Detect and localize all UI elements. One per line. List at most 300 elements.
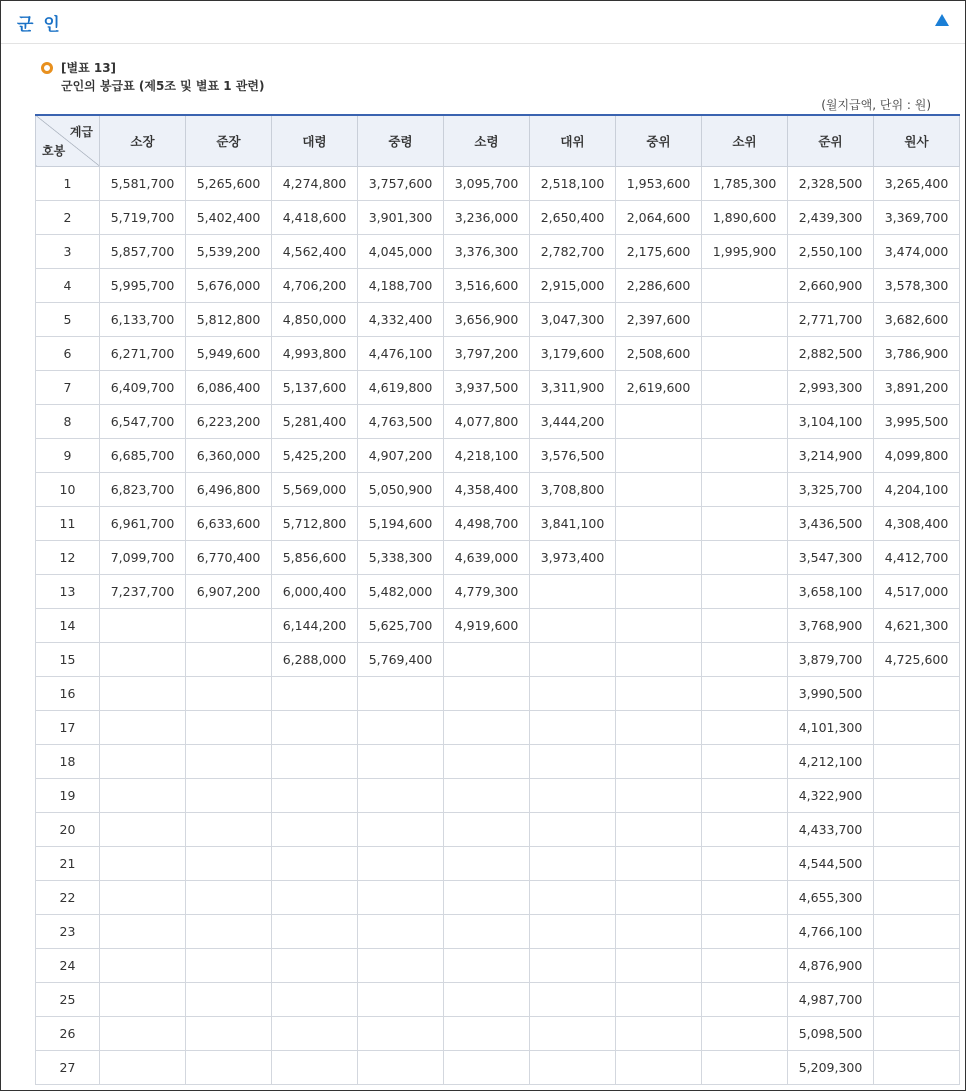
salary-cell: 4,517,000 xyxy=(874,575,960,609)
step-cell: 1 xyxy=(36,167,100,201)
salary-cell xyxy=(186,745,272,779)
step-header: 호봉 xyxy=(42,144,66,158)
salary-cell: 3,879,700 xyxy=(788,643,874,677)
step-cell: 24 xyxy=(36,949,100,983)
salary-cell: 2,397,600 xyxy=(616,303,702,337)
step-cell: 14 xyxy=(36,609,100,643)
salary-cell: 4,706,200 xyxy=(272,269,358,303)
salary-cell xyxy=(272,1051,358,1085)
salary-cell: 2,660,900 xyxy=(788,269,874,303)
salary-cell xyxy=(100,779,186,813)
salary-cell xyxy=(874,711,960,745)
salary-cell: 2,286,600 xyxy=(616,269,702,303)
salary-cell: 4,655,300 xyxy=(788,881,874,915)
rank-header: 계급 xyxy=(69,125,93,139)
salary-cell: 2,771,700 xyxy=(788,303,874,337)
salary-cell xyxy=(100,677,186,711)
salary-cell xyxy=(702,609,788,643)
table-row xyxy=(36,1051,960,1085)
salary-cell xyxy=(100,745,186,779)
column-header: 소령 xyxy=(444,115,530,167)
salary-cell xyxy=(616,711,702,745)
table-corner-cell xyxy=(36,115,100,167)
salary-cell xyxy=(530,745,616,779)
salary-cell: 6,823,700 xyxy=(100,473,186,507)
salary-cell: 3,768,900 xyxy=(788,609,874,643)
salary-cell: 3,797,200 xyxy=(444,337,530,371)
salary-cell xyxy=(444,711,530,745)
salary-cell: 3,995,500 xyxy=(874,405,960,439)
salary-cell xyxy=(358,745,444,779)
salary-cell xyxy=(874,949,960,983)
salary-cell xyxy=(272,813,358,847)
salary-cell xyxy=(702,473,788,507)
salary-cell: 6,547,700 xyxy=(100,405,186,439)
salary-cell: 4,418,600 xyxy=(272,201,358,235)
salary-cell: 1,890,600 xyxy=(702,201,788,235)
salary-cell xyxy=(616,439,702,473)
salary-cell xyxy=(874,881,960,915)
salary-cell: 5,949,600 xyxy=(186,337,272,371)
salary-cell: 5,425,200 xyxy=(272,439,358,473)
salary-cell xyxy=(616,847,702,881)
salary-cell: 4,639,000 xyxy=(444,541,530,575)
salary-cell xyxy=(874,1017,960,1051)
salary-cell: 5,581,700 xyxy=(100,167,186,201)
salary-cell xyxy=(530,779,616,813)
salary-cell xyxy=(444,847,530,881)
salary-cell xyxy=(616,949,702,983)
salary-cell: 2,550,100 xyxy=(788,235,874,269)
salary-cell xyxy=(444,1017,530,1051)
salary-cell: 3,047,300 xyxy=(530,303,616,337)
salary-cell: 3,841,100 xyxy=(530,507,616,541)
salary-cell xyxy=(530,1017,616,1051)
table-row xyxy=(36,609,960,643)
table-row xyxy=(36,201,960,235)
salary-cell: 5,137,600 xyxy=(272,371,358,405)
table-row xyxy=(36,541,960,575)
salary-cell: 4,907,200 xyxy=(358,439,444,473)
salary-cell: 5,676,000 xyxy=(186,269,272,303)
salary-cell: 3,658,100 xyxy=(788,575,874,609)
column-header: 준장 xyxy=(186,115,272,167)
salary-cell xyxy=(530,643,616,677)
salary-cell: 3,104,100 xyxy=(788,405,874,439)
table-row xyxy=(36,1017,960,1051)
salary-cell xyxy=(530,983,616,1017)
salary-table xyxy=(35,114,960,1085)
salary-cell: 4,101,300 xyxy=(788,711,874,745)
salary-cell: 7,099,700 xyxy=(100,541,186,575)
salary-cell xyxy=(100,643,186,677)
salary-cell xyxy=(444,677,530,711)
salary-cell: 4,476,100 xyxy=(358,337,444,371)
salary-cell xyxy=(616,1017,702,1051)
salary-cell xyxy=(186,643,272,677)
salary-cell: 3,578,300 xyxy=(874,269,960,303)
salary-cell xyxy=(444,949,530,983)
step-cell: 20 xyxy=(36,813,100,847)
salary-cell: 3,547,300 xyxy=(788,541,874,575)
salary-cell xyxy=(702,269,788,303)
salary-cell: 4,212,100 xyxy=(788,745,874,779)
salary-cell xyxy=(186,915,272,949)
salary-cell: 2,993,300 xyxy=(788,371,874,405)
salary-cell xyxy=(358,915,444,949)
salary-cell: 4,188,700 xyxy=(358,269,444,303)
step-cell: 23 xyxy=(36,915,100,949)
page-title: 군 인 xyxy=(17,15,62,35)
salary-cell: 5,812,800 xyxy=(186,303,272,337)
salary-cell xyxy=(702,371,788,405)
salary-cell xyxy=(358,711,444,745)
salary-cell xyxy=(100,949,186,983)
table-row xyxy=(36,745,960,779)
salary-cell xyxy=(874,983,960,1017)
salary-cell: 5,338,300 xyxy=(358,541,444,575)
salary-cell: 7,237,700 xyxy=(100,575,186,609)
salary-cell xyxy=(874,779,960,813)
table-row xyxy=(36,677,960,711)
circle-bullet-icon xyxy=(41,62,53,74)
table-row xyxy=(36,337,960,371)
salary-cell xyxy=(530,575,616,609)
column-header: 대위 xyxy=(530,115,616,167)
salary-cell xyxy=(702,541,788,575)
salary-cell xyxy=(530,609,616,643)
salary-cell: 6,086,400 xyxy=(186,371,272,405)
salary-cell xyxy=(186,881,272,915)
table-row xyxy=(36,643,960,677)
salary-cell: 3,990,500 xyxy=(788,677,874,711)
table-row xyxy=(36,167,960,201)
salary-cell: 4,358,400 xyxy=(444,473,530,507)
salary-cell xyxy=(100,711,186,745)
salary-cell: 3,376,300 xyxy=(444,235,530,269)
salary-cell xyxy=(444,745,530,779)
salary-cell: 4,766,100 xyxy=(788,915,874,949)
table-row xyxy=(36,473,960,507)
salary-cell: 4,099,800 xyxy=(874,439,960,473)
salary-cell: 5,402,400 xyxy=(186,201,272,235)
salary-cell: 3,236,000 xyxy=(444,201,530,235)
salary-cell xyxy=(702,1051,788,1085)
salary-cell: 4,204,100 xyxy=(874,473,960,507)
salary-cell xyxy=(358,949,444,983)
salary-cell xyxy=(616,915,702,949)
salary-cell xyxy=(272,677,358,711)
salary-cell: 1,995,900 xyxy=(702,235,788,269)
salary-cell xyxy=(702,915,788,949)
salary-cell xyxy=(100,1051,186,1085)
salary-cell: 5,712,800 xyxy=(272,507,358,541)
column-header: 소위 xyxy=(702,115,788,167)
salary-cell: 5,265,600 xyxy=(186,167,272,201)
salary-cell: 3,311,900 xyxy=(530,371,616,405)
salary-cell xyxy=(186,609,272,643)
step-cell: 3 xyxy=(36,235,100,269)
salary-cell: 3,474,000 xyxy=(874,235,960,269)
salary-cell xyxy=(616,881,702,915)
step-cell: 19 xyxy=(36,779,100,813)
table-row xyxy=(36,303,960,337)
salary-cell xyxy=(530,915,616,949)
salary-cell xyxy=(702,949,788,983)
salary-cell xyxy=(444,1051,530,1085)
salary-cell: 4,850,000 xyxy=(272,303,358,337)
table-row xyxy=(36,813,960,847)
salary-cell: 4,993,800 xyxy=(272,337,358,371)
salary-cell: 2,439,300 xyxy=(788,201,874,235)
step-cell: 16 xyxy=(36,677,100,711)
salary-cell: 3,444,200 xyxy=(530,405,616,439)
salary-cell xyxy=(272,949,358,983)
salary-cell xyxy=(616,983,702,1017)
salary-cell xyxy=(874,1051,960,1085)
salary-cell xyxy=(186,847,272,881)
step-cell: 18 xyxy=(36,745,100,779)
salary-cell xyxy=(186,779,272,813)
salary-cell: 6,360,000 xyxy=(186,439,272,473)
salary-cell xyxy=(272,915,358,949)
salary-cell xyxy=(530,813,616,847)
salary-cell: 5,539,200 xyxy=(186,235,272,269)
salary-cell xyxy=(702,711,788,745)
salary-cell xyxy=(616,473,702,507)
salary-cell: 5,856,600 xyxy=(272,541,358,575)
salary-cell xyxy=(272,983,358,1017)
salary-cell xyxy=(616,745,702,779)
salary-cell: 2,882,500 xyxy=(788,337,874,371)
salary-cell: 2,175,600 xyxy=(616,235,702,269)
salary-cell: 6,133,700 xyxy=(100,303,186,337)
salary-cell xyxy=(272,745,358,779)
salary-cell: 2,619,600 xyxy=(616,371,702,405)
step-cell: 22 xyxy=(36,881,100,915)
salary-cell: 3,901,300 xyxy=(358,201,444,235)
appendix-label: [별표 13] xyxy=(61,61,117,75)
salary-cell: 6,288,000 xyxy=(272,643,358,677)
step-cell: 10 xyxy=(36,473,100,507)
table-row xyxy=(36,847,960,881)
salary-cell: 5,482,000 xyxy=(358,575,444,609)
table-row xyxy=(36,983,960,1017)
salary-cell: 5,719,700 xyxy=(100,201,186,235)
salary-cell xyxy=(702,677,788,711)
salary-cell xyxy=(186,711,272,745)
salary-cell xyxy=(444,915,530,949)
salary-cell xyxy=(530,949,616,983)
salary-cell xyxy=(272,779,358,813)
salary-cell: 6,223,200 xyxy=(186,405,272,439)
salary-cell: 3,369,700 xyxy=(874,201,960,235)
table-row xyxy=(36,507,960,541)
salary-cell xyxy=(702,507,788,541)
table-row xyxy=(36,881,960,915)
salary-cell: 4,876,900 xyxy=(788,949,874,983)
salary-cell: 3,757,600 xyxy=(358,167,444,201)
salary-cell xyxy=(186,813,272,847)
salary-cell xyxy=(702,745,788,779)
salary-cell xyxy=(530,881,616,915)
salary-cell: 4,779,300 xyxy=(444,575,530,609)
column-header: 중령 xyxy=(358,115,444,167)
salary-cell xyxy=(616,779,702,813)
salary-cell: 6,271,700 xyxy=(100,337,186,371)
salary-cell: 4,763,500 xyxy=(358,405,444,439)
salary-cell: 3,265,400 xyxy=(874,167,960,201)
table-title: 군인의 봉급표 (제5조 및 별표 1 관련) xyxy=(61,79,265,93)
salary-cell: 4,562,400 xyxy=(272,235,358,269)
salary-cell xyxy=(444,813,530,847)
salary-cell xyxy=(358,1051,444,1085)
salary-cell xyxy=(186,1051,272,1085)
salary-cell: 3,786,900 xyxy=(874,337,960,371)
salary-cell xyxy=(702,405,788,439)
salary-cell xyxy=(100,1017,186,1051)
salary-cell: 3,095,700 xyxy=(444,167,530,201)
salary-cell: 3,576,500 xyxy=(530,439,616,473)
step-cell: 9 xyxy=(36,439,100,473)
salary-cell: 4,498,700 xyxy=(444,507,530,541)
salary-cell xyxy=(702,337,788,371)
table-row xyxy=(36,915,960,949)
step-cell: 2 xyxy=(36,201,100,235)
table-row xyxy=(36,405,960,439)
column-header: 준위 xyxy=(788,115,874,167)
section-header[interactable] xyxy=(1,1,965,44)
salary-cell xyxy=(702,881,788,915)
salary-cell: 5,209,300 xyxy=(788,1051,874,1085)
table-body xyxy=(36,167,960,1085)
table-row xyxy=(36,711,960,745)
salary-cell: 3,516,600 xyxy=(444,269,530,303)
salary-cell: 4,274,800 xyxy=(272,167,358,201)
salary-cell: 2,518,100 xyxy=(530,167,616,201)
salary-cell: 4,045,000 xyxy=(358,235,444,269)
salary-cell xyxy=(616,541,702,575)
salary-cell xyxy=(186,949,272,983)
salary-cell: 3,325,700 xyxy=(788,473,874,507)
column-header: 대령 xyxy=(272,115,358,167)
salary-cell xyxy=(616,1051,702,1085)
step-cell: 6 xyxy=(36,337,100,371)
salary-cell xyxy=(874,915,960,949)
salary-cell xyxy=(702,303,788,337)
salary-cell: 4,919,600 xyxy=(444,609,530,643)
salary-cell: 3,973,400 xyxy=(530,541,616,575)
step-cell: 7 xyxy=(36,371,100,405)
salary-cell: 4,308,400 xyxy=(874,507,960,541)
salary-cell xyxy=(358,881,444,915)
salary-cell xyxy=(616,575,702,609)
salary-cell xyxy=(530,677,616,711)
salary-cell xyxy=(272,847,358,881)
salary-cell: 4,322,900 xyxy=(788,779,874,813)
salary-cell: 6,144,200 xyxy=(272,609,358,643)
salary-cell xyxy=(100,847,186,881)
salary-cell: 2,650,400 xyxy=(530,201,616,235)
step-cell: 5 xyxy=(36,303,100,337)
step-cell: 27 xyxy=(36,1051,100,1085)
salary-cell xyxy=(272,711,358,745)
salary-cell: 3,891,200 xyxy=(874,371,960,405)
salary-cell xyxy=(616,813,702,847)
salary-cell: 6,685,700 xyxy=(100,439,186,473)
salary-cell xyxy=(702,779,788,813)
salary-cell: 2,508,600 xyxy=(616,337,702,371)
salary-cell xyxy=(444,983,530,1017)
salary-cell xyxy=(874,745,960,779)
step-cell: 21 xyxy=(36,847,100,881)
salary-cell xyxy=(702,983,788,1017)
salary-cell: 5,050,900 xyxy=(358,473,444,507)
step-cell: 17 xyxy=(36,711,100,745)
salary-cell xyxy=(186,677,272,711)
salary-cell xyxy=(186,983,272,1017)
step-cell: 11 xyxy=(36,507,100,541)
salary-cell xyxy=(702,643,788,677)
salary-cell: 6,409,700 xyxy=(100,371,186,405)
salary-cell: 5,625,700 xyxy=(358,609,444,643)
step-cell: 8 xyxy=(36,405,100,439)
salary-cell xyxy=(358,813,444,847)
salary-cell: 6,000,400 xyxy=(272,575,358,609)
table-row xyxy=(36,439,960,473)
salary-cell xyxy=(702,813,788,847)
salary-cell xyxy=(530,711,616,745)
salary-cell: 6,907,200 xyxy=(186,575,272,609)
salary-cell: 4,621,300 xyxy=(874,609,960,643)
collapse-arrow-icon[interactable] xyxy=(935,14,949,26)
salary-cell: 6,961,700 xyxy=(100,507,186,541)
salary-cell xyxy=(702,439,788,473)
salary-cell: 2,782,700 xyxy=(530,235,616,269)
salary-cell: 5,995,700 xyxy=(100,269,186,303)
salary-cell xyxy=(616,677,702,711)
salary-cell: 3,656,900 xyxy=(444,303,530,337)
salary-cell: 4,218,100 xyxy=(444,439,530,473)
unit-note: (월지급액, 단위 : 원) xyxy=(821,98,931,112)
step-cell: 25 xyxy=(36,983,100,1017)
salary-cell xyxy=(272,1017,358,1051)
salary-cell: 5,857,700 xyxy=(100,235,186,269)
salary-cell xyxy=(702,1017,788,1051)
salary-cell: 4,332,400 xyxy=(358,303,444,337)
salary-cell: 4,619,800 xyxy=(358,371,444,405)
salary-cell: 3,682,600 xyxy=(874,303,960,337)
salary-cell: 2,915,000 xyxy=(530,269,616,303)
salary-cell xyxy=(874,847,960,881)
salary-cell: 6,633,600 xyxy=(186,507,272,541)
salary-cell xyxy=(100,915,186,949)
table-row xyxy=(36,575,960,609)
salary-cell: 5,194,600 xyxy=(358,507,444,541)
salary-cell: 1,785,300 xyxy=(702,167,788,201)
salary-cell xyxy=(444,779,530,813)
step-cell: 15 xyxy=(36,643,100,677)
table-row xyxy=(36,235,960,269)
salary-cell: 5,769,400 xyxy=(358,643,444,677)
salary-cell xyxy=(358,983,444,1017)
table-row xyxy=(36,949,960,983)
salary-cell xyxy=(358,779,444,813)
salary-cell xyxy=(272,881,358,915)
salary-cell: 6,496,800 xyxy=(186,473,272,507)
salary-cell xyxy=(616,609,702,643)
step-cell: 4 xyxy=(36,269,100,303)
